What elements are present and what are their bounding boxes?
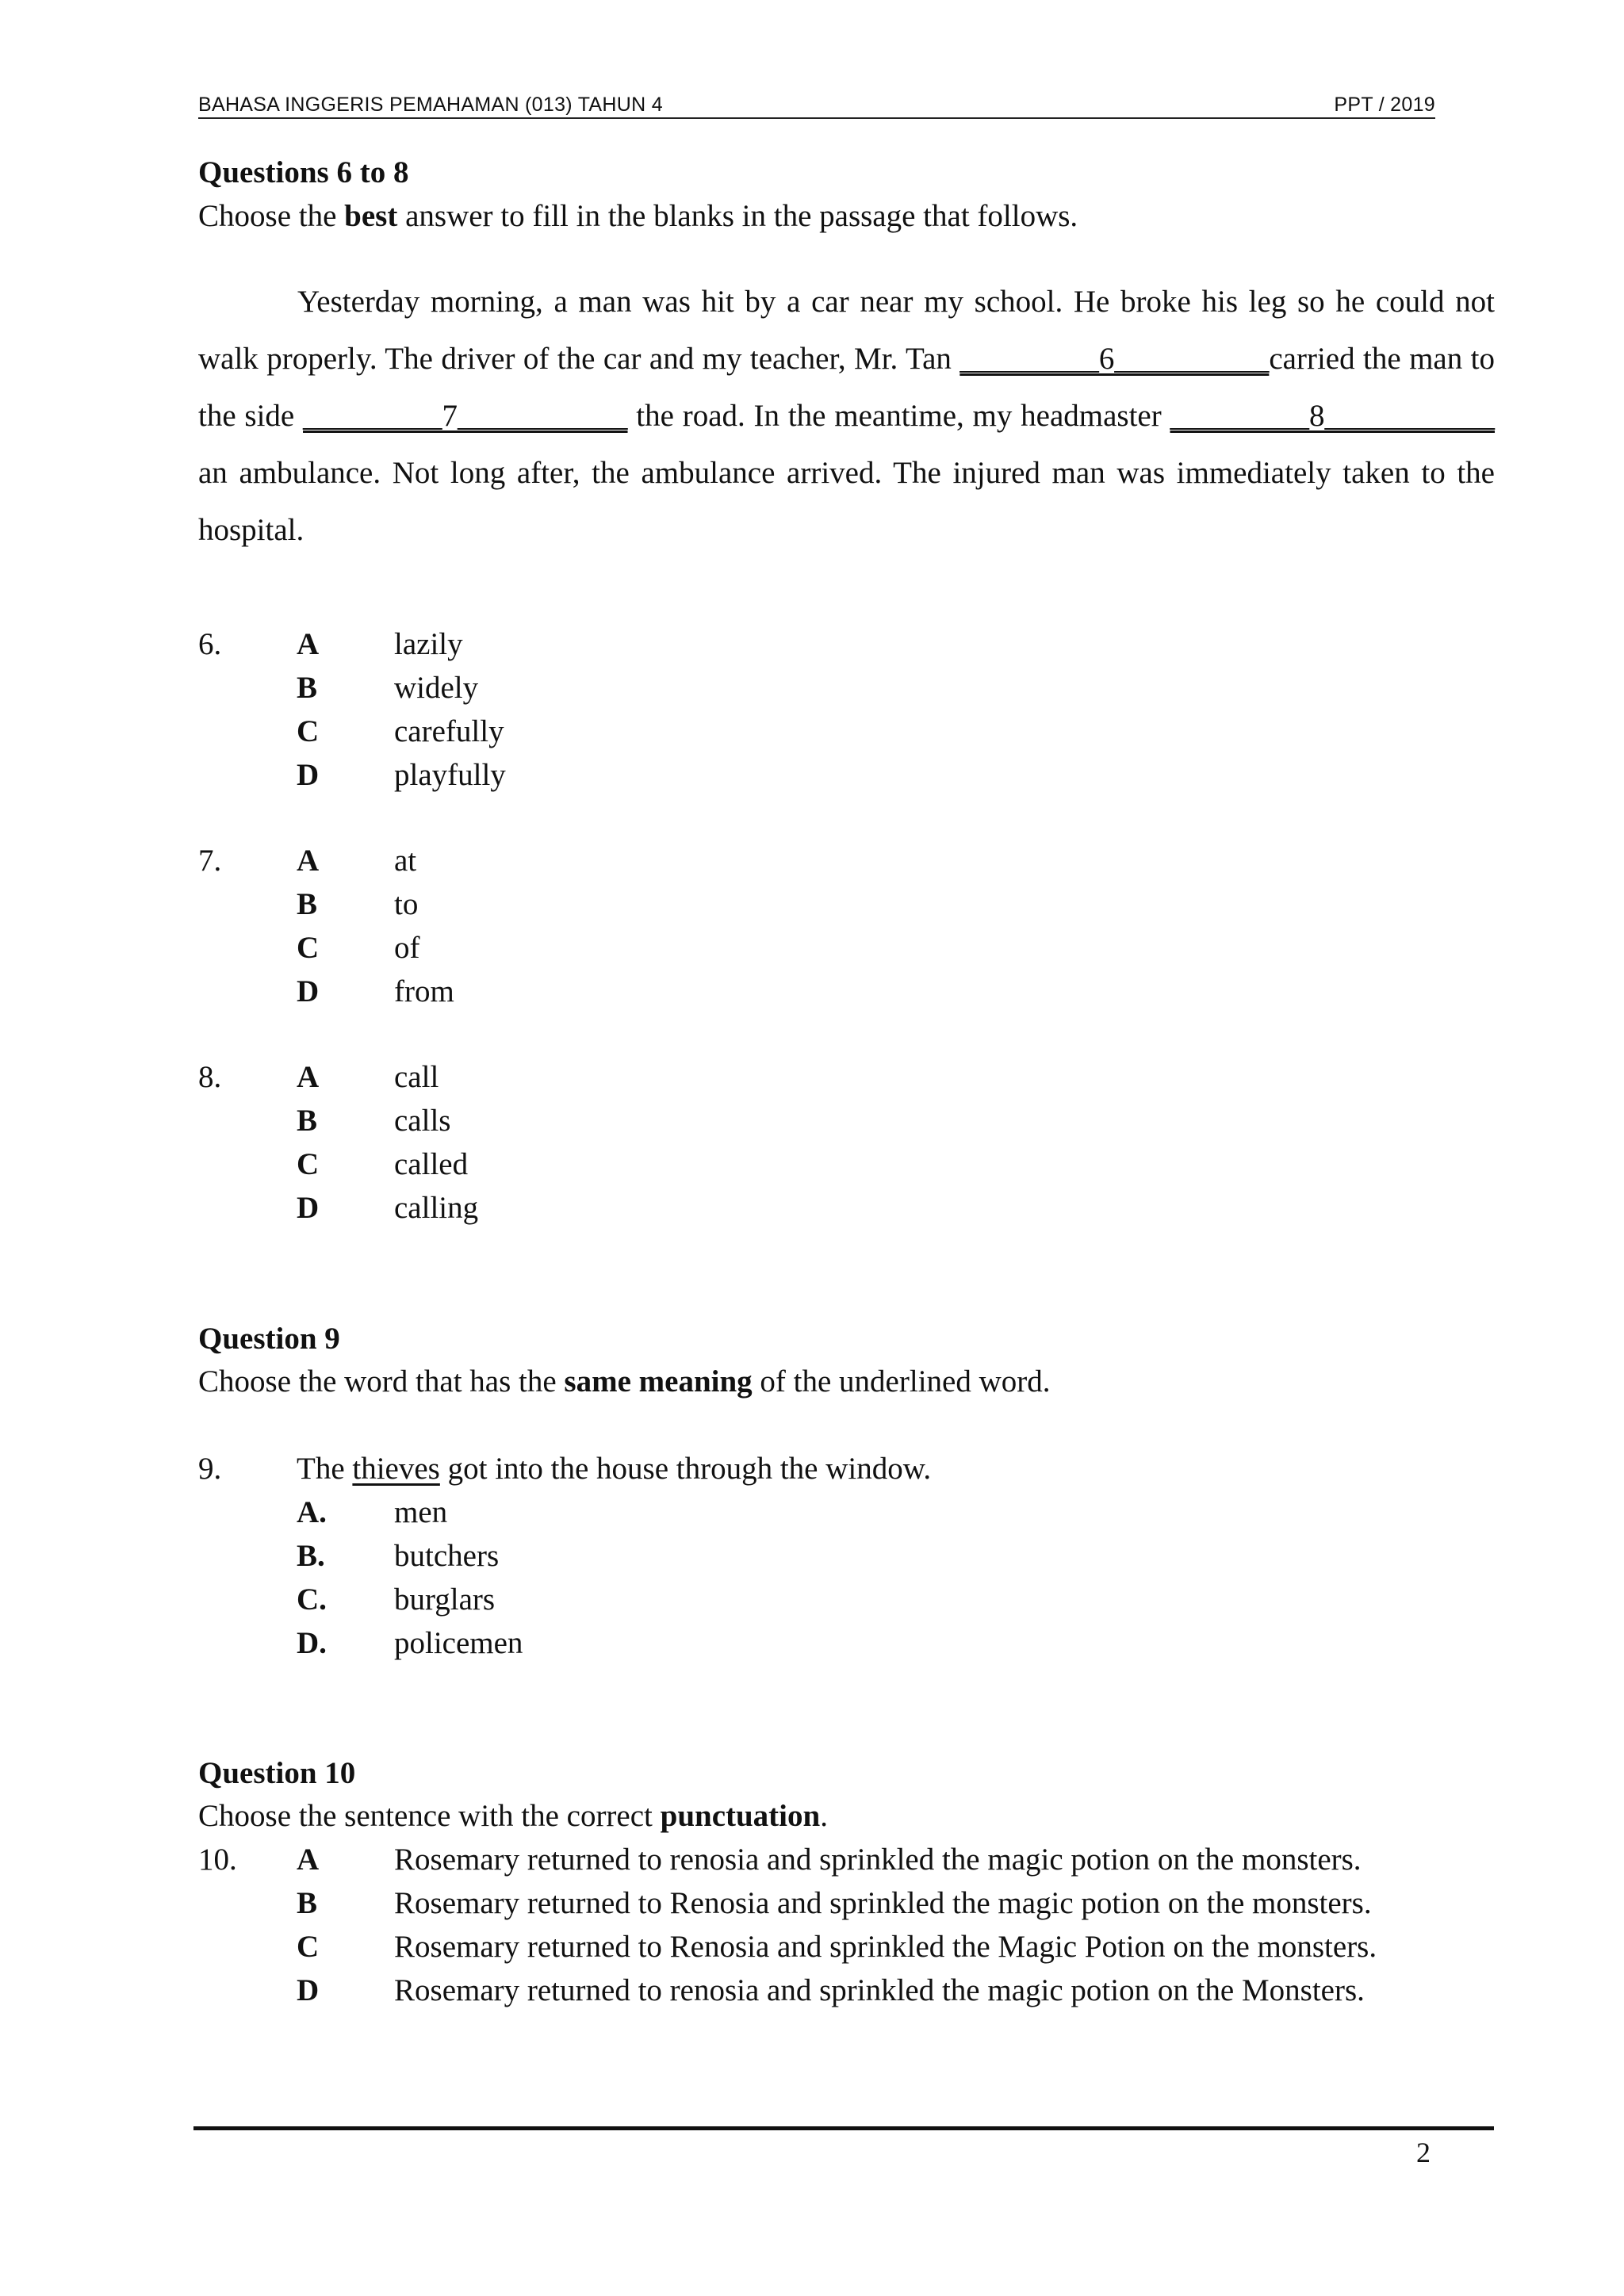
option-letter: B [297, 671, 318, 705]
header-exam: PPT / 2019 [1334, 94, 1435, 116]
footer-rule [193, 2126, 1494, 2130]
option-letter: A [297, 844, 320, 878]
option-letter: D. [297, 1626, 327, 1660]
option-text: butchers [394, 1539, 500, 1573]
page-number: 2 [1416, 2137, 1431, 2168]
option-letter: C [297, 931, 320, 965]
option-text: widely [394, 671, 479, 705]
option-letter: C. [297, 1582, 327, 1617]
section-instruction-q10: Choose the sentence with the correct punctuation. [198, 1799, 828, 1833]
option-text: playfully [394, 758, 506, 792]
option-letter: C [297, 1147, 320, 1181]
section-title-q6-8: Questions 6 to 8 [198, 155, 409, 189]
option-text: men [394, 1495, 448, 1529]
question-number-8: 8. [198, 1060, 222, 1094]
option-letter: A. [297, 1495, 327, 1529]
blank-7: _________7___________ [303, 399, 628, 433]
option-text: Rosemary returned to renosia and sprinkled the magic potion on the Monsters. [394, 1973, 1365, 2007]
option-text: of [394, 931, 420, 965]
option-letter: B [297, 1104, 318, 1138]
section-title-q9: Question 9 [198, 1322, 340, 1356]
option-letter: D [297, 1191, 320, 1225]
option-text: carefully [394, 714, 504, 748]
option-text: called [394, 1147, 469, 1181]
option-text: Rosemary returned to Renosia and sprinkled the magic potion on the monsters. [394, 1886, 1372, 1920]
option-letter: A [297, 1060, 320, 1094]
question-number-9: 9. [198, 1452, 222, 1486]
option-text: calls [394, 1104, 451, 1138]
option-letter: D [297, 758, 320, 792]
option-letter: A [297, 627, 320, 661]
option-letter: D [297, 1973, 320, 2007]
option-text: Rosemary returned to renosia and sprinkled the magic potion on the monsters. [394, 1843, 1362, 1877]
option-letter: D [297, 974, 320, 1008]
question-number-10: 10. [198, 1843, 237, 1877]
option-text: from [394, 974, 454, 1008]
option-letter: C [297, 1930, 320, 1964]
option-text: to [394, 887, 419, 921]
question-number-6: 6. [198, 627, 222, 661]
option-text: burglars [394, 1582, 496, 1617]
underlined-word: thieves [352, 1452, 440, 1486]
option-letter: A [297, 1843, 320, 1877]
option-text: Rosemary returned to Renosia and sprinkled the Magic Potion on the monsters. [394, 1930, 1377, 1964]
option-letter: C [297, 714, 320, 748]
blank-8: _________8___________ [1170, 399, 1496, 433]
section-title-q10: Question 10 [198, 1756, 356, 1790]
section-instruction-q6-8: Choose the best answer to fill in the blanks in the passage that follows. [198, 199, 1078, 233]
question-stem-9: The thieves got into the house through the window. [297, 1452, 932, 1486]
blank-6: _________6__________ [959, 342, 1270, 376]
passage: Yesterday morning, a man was hit by a car near my school. He broke his leg so he could not walk properly. The driver of the car and my teacher, Mr. Tan _________6__________carried the man to the side _________7___________ the road. In the meantime, my headmaster _________8___________ an ambulance. Not long after, the ambulance arrived. The injured man was immediately taken to the hospital. [198, 285, 1496, 547]
option-text: call [394, 1060, 439, 1094]
header-subject: BAHASA INGGERIS PEMAHAMAN (013) TAHUN 4 [198, 94, 663, 116]
option-text: lazily [394, 627, 463, 661]
option-letter: B [297, 1886, 318, 1920]
option-letter: B. [297, 1539, 325, 1573]
option-letter: B [297, 887, 318, 921]
option-text: at [394, 844, 417, 878]
header-rule [198, 117, 1435, 119]
option-text: policemen [394, 1626, 523, 1660]
question-number-7: 7. [198, 844, 222, 878]
section-instruction-q9: Choose the word that has the same meaning of the underlined word. [198, 1364, 1051, 1399]
option-text: calling [394, 1191, 479, 1225]
